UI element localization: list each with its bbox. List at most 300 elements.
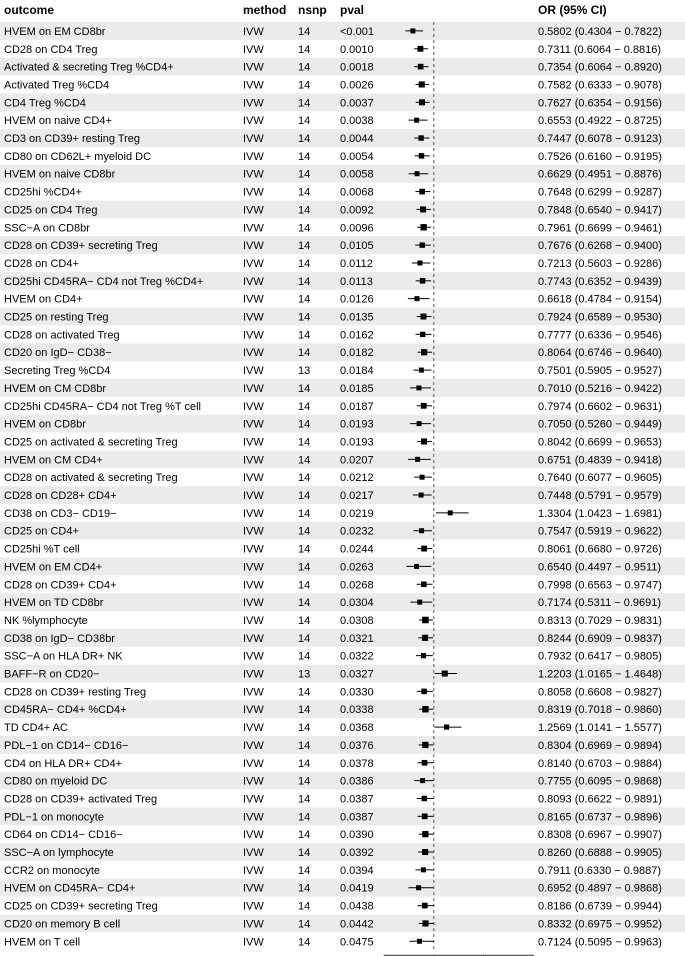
row-nsnp: 14: [298, 347, 311, 360]
row-outcome: CD28 on CD4 Treg: [4, 43, 98, 56]
table-row: [4, 722, 662, 734]
row-pval: 0.0044: [340, 133, 374, 146]
row-or-ci: 0.6540 (0.4497 − 0.9511): [538, 561, 662, 574]
row-method: IVW: [243, 186, 264, 199]
row-pval: 0.0232: [340, 525, 374, 538]
row-pval: 0.0038: [340, 115, 374, 128]
row-pval: 0.0378: [340, 757, 374, 770]
point-estimate: [421, 546, 427, 552]
row-method: IVW: [243, 97, 264, 110]
row-method: IVW: [243, 311, 264, 324]
row-outcome: HVEM on T cell: [4, 936, 81, 949]
point-estimate: [414, 296, 419, 301]
row-outcome: Activated & secreting Treg %CD4+: [4, 61, 174, 74]
row-method: IVW: [243, 61, 264, 74]
row-pval: 0.0321: [340, 632, 374, 645]
row-method: IVW: [243, 900, 264, 913]
row-pval: 0.0193: [340, 418, 374, 431]
point-estimate: [416, 885, 421, 890]
row-nsnp: 13: [298, 668, 311, 681]
row-method: IVW: [243, 347, 264, 360]
row-outcome: HVEM on CD45RA− CD4+: [4, 882, 136, 895]
row-outcome: HVEM on CD8br: [4, 418, 86, 431]
row-or-ci: 0.7526 (0.6160 − 0.9195): [538, 150, 662, 163]
row-method: IVW: [243, 739, 264, 752]
row-or-ci: 0.7354 (0.6064 − 0.8920): [538, 61, 662, 74]
point-estimate: [417, 421, 422, 426]
point-estimate: [420, 278, 426, 284]
row-or-ci: 0.6629 (0.4951 − 0.8876): [538, 168, 662, 181]
row-or-ci: 0.7124 (0.5095 − 0.9963): [538, 936, 662, 949]
point-estimate: [416, 385, 421, 390]
row-method: IVW: [243, 115, 264, 128]
row-or-ci: 0.7501 (0.5905 − 0.9527): [538, 365, 662, 378]
point-estimate: [422, 742, 428, 748]
row-outcome: CD25 on activated & secreting Treg: [4, 436, 178, 449]
row-or-ci: 0.7676 (0.6268 − 0.9400): [538, 240, 662, 253]
row-pval: 0.0026: [340, 79, 374, 92]
table-row: [4, 758, 662, 770]
table-row: [4, 901, 662, 913]
row-or-ci: 0.7627 (0.6354 − 0.9156): [538, 97, 662, 110]
point-estimate: [420, 242, 425, 247]
point-estimate: [417, 46, 423, 52]
row-nsnp: 14: [298, 293, 311, 306]
row-pval: 0.0054: [340, 150, 374, 163]
table-row: [4, 865, 661, 877]
row-outcome: CD25 on CD39+ secreting Treg: [4, 900, 158, 913]
row-or-ci: 0.7911 (0.6330 − 0.9887): [538, 864, 662, 877]
row-pval: 0.0068: [340, 186, 374, 199]
row-pval: 0.0219: [340, 507, 374, 520]
row-or-ci: 0.8061 (0.6680 − 0.9726): [538, 543, 662, 556]
point-estimate: [422, 813, 428, 819]
row-nsnp: 14: [298, 79, 311, 92]
row-method: IVW: [243, 293, 264, 306]
row-method: IVW: [243, 472, 264, 485]
header-nsnp: nsnp: [298, 3, 327, 17]
row-or-ci: 1.2203 (1.0165 − 1.4648): [538, 668, 662, 681]
table-header: [4, 3, 607, 17]
row-method: IVW: [243, 382, 264, 395]
row-pval: 0.0058: [340, 168, 374, 181]
row-outcome: CD64 on CD14− CD16−: [4, 829, 123, 842]
row-nsnp: 14: [298, 847, 311, 860]
row-nsnp: 14: [298, 882, 311, 895]
row-nsnp: 14: [298, 900, 311, 913]
row-nsnp: 13: [298, 365, 311, 378]
row-pval: 0.0390: [340, 829, 374, 842]
row-nsnp: 14: [298, 739, 311, 752]
row-method: IVW: [243, 597, 264, 610]
row-outcome: CD3 on CD39+ resting Treg: [4, 133, 141, 146]
row-nsnp: 14: [298, 686, 311, 699]
row-pval: 0.0387: [340, 793, 374, 806]
header-outcome: outcome: [4, 3, 55, 17]
row-or-ci: 0.6952 (0.4897 − 0.9868): [538, 882, 662, 895]
row-or-ci: 0.7448 (0.5791 − 0.9579): [538, 490, 662, 503]
table-row: [4, 686, 662, 698]
row-outcome: CD25 on CD4 Treg: [4, 204, 98, 217]
row-method: IVW: [243, 507, 264, 520]
row-outcome: CD25 on CD4+: [4, 525, 79, 538]
row-or-ci: 1.3304 (1.0423 − 1.6981): [538, 507, 662, 520]
point-estimate: [420, 475, 425, 480]
row-method: IVW: [243, 275, 264, 288]
point-estimate: [421, 403, 427, 409]
row-outcome: PDL−1 on CD14− CD16−: [4, 739, 129, 752]
point-estimate: [422, 849, 428, 855]
point-estimate: [414, 118, 419, 123]
row-outcome: CD38 on IgD− CD38br: [4, 632, 115, 645]
row-method: IVW: [243, 757, 264, 770]
row-outcome: HVEM on naive CD8br: [4, 168, 116, 181]
point-estimate: [418, 64, 424, 70]
row-method: IVW: [243, 436, 264, 449]
row-outcome: HVEM on TD CD8br: [4, 597, 104, 610]
row-outcome: CD4 Treg %CD4: [4, 97, 86, 110]
point-estimate: [422, 706, 428, 712]
row-nsnp: 14: [298, 775, 311, 788]
point-estimate: [420, 332, 425, 337]
row-pval: 0.0338: [340, 704, 374, 717]
row-nsnp: 14: [298, 793, 311, 806]
row-outcome: SSC−A on CD8br: [4, 222, 90, 235]
table-row: [4, 44, 661, 56]
row-outcome: CD20 on IgD− CD38−: [4, 347, 112, 360]
point-estimate: [418, 135, 423, 140]
row-pval: 0.0438: [340, 900, 374, 913]
row-nsnp: 14: [298, 829, 311, 842]
row-nsnp: 14: [298, 61, 311, 74]
row-method: IVW: [243, 365, 264, 378]
table-row: [4, 329, 662, 341]
point-estimate: [419, 368, 424, 373]
row-pval: 0.0308: [340, 614, 374, 627]
table-row: [4, 579, 662, 591]
point-estimate: [422, 760, 428, 766]
row-nsnp: 14: [298, 650, 311, 663]
row-pval: 0.0207: [340, 454, 374, 467]
row-or-ci: 0.8244 (0.6909 − 0.9837): [538, 632, 662, 645]
row-or-ci: 0.7640 (0.6077 − 0.9605): [538, 472, 662, 485]
row-nsnp: 14: [298, 614, 311, 627]
row-pval: 0.0182: [340, 347, 374, 360]
row-nsnp: 14: [298, 222, 311, 235]
row-outcome: HVEM on EM CD8br: [4, 25, 106, 38]
row-pval: 0.0212: [340, 472, 374, 485]
row-pval: 0.0304: [340, 597, 374, 610]
row-outcome: CD25hi CD45RA− CD4 not Treg %CD4+: [4, 275, 204, 288]
row-or-ci: 0.8313 (0.7029 − 0.9831): [538, 614, 662, 627]
row-outcome: HVEM on CM CD8br: [4, 382, 107, 395]
row-pval: 0.0442: [340, 918, 374, 931]
row-pval: 0.0330: [340, 686, 374, 699]
point-estimate: [421, 689, 427, 695]
row-pval: 0.0387: [340, 811, 374, 824]
row-method: IVW: [243, 240, 264, 253]
row-nsnp: 14: [298, 418, 311, 431]
header-method: method: [243, 3, 287, 17]
row-nsnp: 14: [298, 632, 311, 645]
row-outcome: CD20 on memory B cell: [4, 918, 121, 931]
row-or-ci: 0.8260 (0.6888 − 0.9905): [538, 847, 662, 860]
table-row: [4, 222, 662, 234]
row-or-ci: 0.7174 (0.5311 − 0.9691): [538, 597, 662, 610]
row-or-ci: 0.6618 (0.4784 − 0.9154): [538, 293, 662, 306]
point-estimate: [422, 635, 428, 641]
row-nsnp: 14: [298, 490, 311, 503]
row-pval: 0.0322: [340, 650, 374, 663]
row-or-ci: 0.8165 (0.6737 − 0.9896): [538, 811, 662, 824]
row-outcome: PDL−1 on monocyte: [4, 811, 104, 824]
table-row: [4, 115, 662, 127]
point-estimate: [422, 796, 427, 801]
row-pval: 0.0386: [340, 775, 374, 788]
row-outcome: CD4 on HLA DR+ CD4+: [4, 757, 122, 770]
row-outcome: Activated Treg %CD4: [4, 79, 110, 92]
row-nsnp: 14: [298, 811, 311, 824]
row-outcome: CD28 on CD39+ secreting Treg: [4, 240, 158, 253]
row-pval: 0.0010: [340, 43, 374, 56]
row-nsnp: 14: [298, 25, 311, 38]
row-nsnp: 14: [298, 400, 311, 413]
row-method: IVW: [243, 632, 264, 645]
row-outcome: CD28 on CD28+ CD4+: [4, 490, 117, 503]
row-or-ci: 1.2569 (1.0141 − 1.5577): [538, 722, 662, 735]
row-or-ci: 0.8093 (0.6622 − 0.9891): [538, 793, 662, 806]
table-row: [4, 365, 662, 377]
row-or-ci: 0.7974 (0.6602 − 0.9631): [538, 400, 662, 413]
row-pval: 0.0037: [340, 97, 374, 110]
row-outcome: CCR2 on monocyte: [4, 864, 100, 877]
row-outcome: CD25hi %T cell: [4, 543, 80, 556]
table-row: [4, 508, 662, 520]
point-estimate: [422, 903, 428, 909]
row-method: IVW: [243, 775, 264, 788]
row-or-ci: 0.8308 (0.6967 − 0.9907): [538, 829, 662, 842]
row-nsnp: 14: [298, 579, 311, 592]
row-method: IVW: [243, 864, 264, 877]
row-or-ci: 0.7743 (0.6352 − 0.9439): [538, 275, 662, 288]
point-estimate: [419, 493, 424, 498]
row-method: IVW: [243, 614, 264, 627]
row-pval: 0.0113: [340, 275, 373, 288]
row-or-ci: 0.7755 (0.6095 − 0.9868): [538, 775, 662, 788]
row-nsnp: 14: [298, 115, 311, 128]
table-row: [4, 793, 662, 805]
row-pval: 0.0376: [340, 739, 374, 752]
row-or-ci: 0.8186 (0.6739 − 0.9944): [538, 900, 662, 913]
row-nsnp: 14: [298, 168, 311, 181]
point-estimate: [421, 653, 426, 658]
row-method: IVW: [243, 668, 264, 681]
row-nsnp: 14: [298, 472, 311, 485]
table-row: [4, 401, 662, 413]
row-nsnp: 14: [298, 561, 311, 574]
row-method: IVW: [243, 525, 264, 538]
row-or-ci: 0.7648 (0.6299 − 0.9287): [538, 186, 662, 199]
table-row: [4, 151, 662, 163]
point-estimate: [444, 725, 449, 730]
table-row: [4, 829, 662, 841]
row-method: IVW: [243, 79, 264, 92]
row-nsnp: 14: [298, 722, 311, 735]
row-method: IVW: [243, 936, 264, 949]
row-pval: 0.0193: [340, 436, 374, 449]
row-method: IVW: [243, 650, 264, 663]
row-outcome: CD25 on resting Treg: [4, 311, 109, 324]
row-outcome: CD28 on CD39+ resting Treg: [4, 686, 147, 699]
row-method: IVW: [243, 811, 264, 824]
row-outcome: CD45RA− CD4+ %CD4+: [4, 704, 127, 717]
row-method: IVW: [243, 400, 264, 413]
row-method: IVW: [243, 133, 264, 146]
row-or-ci: 0.7447 (0.6078 − 0.9123): [538, 133, 662, 146]
row-method: IVW: [243, 454, 264, 467]
row-nsnp: 14: [298, 275, 311, 288]
row-or-ci: 0.7213 (0.5603 − 0.9286): [538, 257, 662, 270]
row-nsnp: 14: [298, 204, 311, 217]
point-estimate: [415, 171, 420, 176]
row-nsnp: 14: [298, 382, 311, 395]
point-estimate: [422, 831, 428, 837]
row-or-ci: 0.7582 (0.6333 − 0.9078): [538, 79, 662, 92]
table-row: [4, 79, 662, 91]
table-row: [4, 615, 662, 627]
point-estimate: [421, 581, 427, 587]
row-pval: 0.0419: [340, 882, 374, 895]
row-or-ci: 0.5802 (0.4304 − 0.7822): [538, 25, 662, 38]
row-or-ci: 0.6553 (0.4922 − 0.8725): [538, 115, 662, 128]
row-or-ci: 0.7010 (0.5216 − 0.9422): [538, 382, 662, 395]
row-pval: <0.001: [340, 25, 374, 38]
header-or-ci: OR (95% CI): [538, 3, 607, 17]
point-estimate: [420, 778, 425, 783]
row-outcome: CD80 on myeloid DC: [4, 775, 108, 788]
row-pval: 0.0184: [340, 365, 374, 378]
table-row: [4, 651, 662, 663]
row-nsnp: 14: [298, 936, 311, 949]
row-outcome: CD28 on CD4+: [4, 257, 79, 270]
row-nsnp: 14: [298, 43, 311, 56]
row-outcome: CD25hi %CD4+: [4, 186, 82, 199]
row-nsnp: 14: [298, 864, 311, 877]
row-nsnp: 14: [298, 704, 311, 717]
table-row: [4, 544, 662, 556]
row-outcome: Secreting Treg %CD4: [4, 365, 111, 378]
row-outcome: CD28 on CD39+ CD4+: [4, 579, 117, 592]
row-outcome: HVEM on EM CD4+: [4, 561, 103, 574]
row-pval: 0.0187: [340, 400, 374, 413]
row-or-ci: 0.8319 (0.7018 − 0.9860): [538, 704, 662, 717]
row-outcome: CD28 on activated Treg: [4, 329, 120, 342]
row-nsnp: 14: [298, 507, 311, 520]
row-pval: 0.0475: [340, 936, 374, 949]
row-or-ci: 0.7961 (0.6699 − 0.9461): [538, 222, 662, 235]
point-estimate: [421, 438, 427, 444]
point-estimate: [422, 617, 429, 624]
row-nsnp: 14: [298, 97, 311, 110]
row-method: IVW: [243, 25, 264, 38]
row-method: IVW: [243, 150, 264, 163]
table-row: [4, 936, 662, 948]
table-row: [4, 294, 662, 306]
table-row: [4, 258, 662, 270]
row-pval: 0.0096: [340, 222, 374, 235]
row-nsnp: 14: [298, 133, 311, 146]
row-pval: 0.0112: [340, 257, 373, 270]
row-method: IVW: [243, 579, 264, 592]
row-method: IVW: [243, 329, 264, 342]
row-pval: 0.0105: [340, 240, 374, 253]
row-nsnp: 14: [298, 757, 311, 770]
row-or-ci: 0.8140 (0.6703 − 0.9884): [538, 757, 662, 770]
row-method: IVW: [243, 204, 264, 217]
row-pval: 0.0126: [340, 293, 374, 306]
row-outcome: HVEM on naive CD4+: [4, 115, 112, 128]
row-or-ci: 0.7998 (0.6563 − 0.9747): [538, 579, 662, 592]
point-estimate: [420, 314, 426, 320]
row-method: IVW: [243, 257, 264, 270]
point-estimate: [421, 349, 427, 355]
table-row: [4, 472, 662, 484]
row-or-ci: 0.7547 (0.5919 − 0.9622): [538, 525, 662, 538]
row-nsnp: 14: [298, 454, 311, 467]
row-or-ci: 0.8042 (0.6699 − 0.9653): [538, 436, 662, 449]
row-nsnp: 14: [298, 525, 311, 538]
row-method: IVW: [243, 168, 264, 181]
row-pval: 0.0135: [340, 311, 374, 324]
row-or-ci: 0.8332 (0.6975 − 0.9952): [538, 918, 662, 931]
row-method: IVW: [243, 561, 264, 574]
row-or-ci: 0.7050 (0.5260 − 0.9449): [538, 418, 662, 431]
row-outcome: SSC−A on lymphocyte: [4, 847, 114, 860]
row-pval: 0.0185: [340, 382, 374, 395]
point-estimate: [419, 189, 425, 195]
row-method: IVW: [243, 543, 264, 556]
row-pval: 0.0018: [340, 61, 374, 74]
row-method: IVW: [243, 918, 264, 931]
row-outcome: NK %lymphocyte: [4, 614, 88, 627]
row-or-ci: 0.7924 (0.6589 − 0.9530): [538, 311, 662, 324]
point-estimate: [410, 28, 415, 33]
row-pval: 0.0244: [340, 543, 374, 556]
row-pval: 0.0327: [340, 668, 374, 681]
row-or-ci: 0.7848 (0.6540 − 0.9417): [538, 204, 662, 217]
point-estimate: [414, 564, 419, 569]
row-outcome: TD CD4+ AC: [4, 722, 68, 735]
row-nsnp: 14: [298, 257, 311, 270]
row-or-ci: 0.6751 (0.4839 − 0.9418): [538, 454, 662, 467]
row-nsnp: 14: [298, 186, 311, 199]
row-or-ci: 0.8304 (0.6969 − 0.9894): [538, 739, 662, 752]
row-method: IVW: [243, 490, 264, 503]
row-method: IVW: [243, 418, 264, 431]
row-outcome: CD25hi CD45RA− CD4 not Treg %T cell: [4, 400, 201, 413]
row-nsnp: 14: [298, 436, 311, 449]
row-or-ci: 0.7932 (0.6417 − 0.9805): [538, 650, 662, 663]
table-row: [4, 187, 662, 199]
row-pval: 0.0368: [340, 722, 374, 735]
row-nsnp: 14: [298, 329, 311, 342]
row-pval: 0.0263: [340, 561, 374, 574]
row-outcome: HVEM on CD4+: [4, 293, 83, 306]
header-pval: pval: [340, 3, 365, 17]
row-outcome: CD28 on activated & secreting Treg: [4, 472, 178, 485]
row-nsnp: 14: [298, 543, 311, 556]
row-outcome: CD38 on CD3− CD19−: [4, 507, 117, 520]
